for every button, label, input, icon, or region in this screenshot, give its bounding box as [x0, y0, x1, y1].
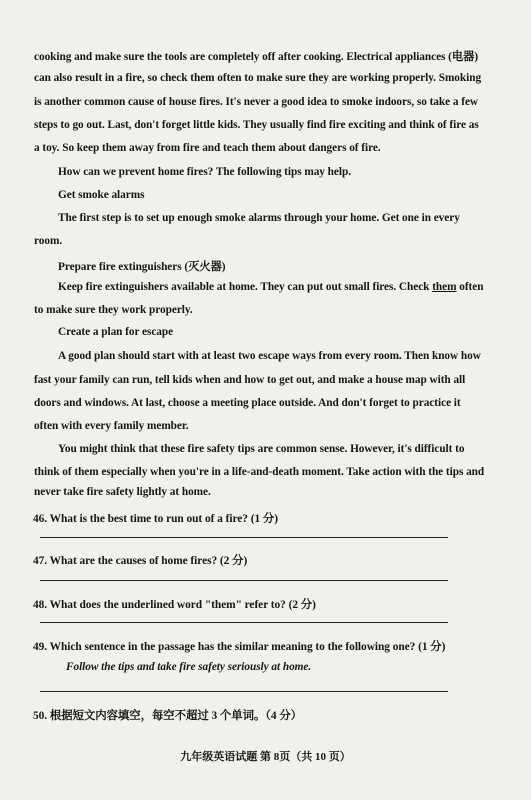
underlined-word: them	[432, 281, 457, 293]
passage-line: cooking and make sure the tools are completely off after cooking. Electrical appliances (电器)	[34, 51, 479, 63]
question-47: 47. What are the causes of home fires? (2 分)	[33, 555, 248, 567]
answer-line-48[interactable]	[40, 622, 448, 623]
passage-line: think of them especially when you're in a life-and-death moment. Take action with the tips and	[34, 466, 485, 478]
passage-line: A good plan should start with at least two escape ways from every room. Then know how	[58, 350, 481, 362]
section-heading: Create a plan for escape	[58, 326, 174, 338]
question-49-quote: Follow the tips and take fire safety seriously at home.	[66, 661, 312, 673]
question-48: 48. What does the underlined word "them" refer to? (2 分)	[33, 599, 316, 611]
passage-line: steps to go out. Last, don't forget little kids. They usually find fire exciting and think of fire as	[34, 119, 479, 131]
text-segment: Keep fire extinguishers available at home. They can put out small fires. Check	[58, 281, 433, 293]
section-heading: Get smoke alarms	[58, 189, 145, 201]
passage-line	[58, 281, 528, 293]
question-46: 46. What is the best time to run out of a fire? (1 分)	[33, 513, 278, 525]
answer-line-47[interactable]	[40, 580, 448, 581]
answer-line-49[interactable]	[40, 691, 448, 692]
section-heading: Prepare fire extinguishers (灭火器)	[58, 261, 226, 273]
passage-line: never take fire safety lightly at home.	[34, 486, 211, 498]
passage-line: fast your family can run, tell kids when and how to get out, and make a house map with all	[34, 374, 466, 386]
answer-line-46[interactable]	[40, 537, 448, 538]
passage-line: doors and windows. At last, choose a meeting place outside. And don't forget to practice it	[34, 397, 461, 409]
passage-line: room.	[34, 235, 63, 247]
passage-line: can also result in a fire, so check them often to make sure they are working properly. Smoking	[34, 72, 482, 84]
text-segment: often	[456, 281, 484, 293]
question-49: 49. Which sentence in the passage has the similar meaning to the following one? (1 分)	[33, 641, 446, 653]
passage-line: You might think that these fire safety tips are common sense. However, it's difficult to	[58, 443, 465, 455]
question-50: 50. 根据短文内容填空，每空不超过 3 个单词。（4 分）	[33, 710, 303, 722]
passage-line: The first step is to set up enough smoke alarms through your home. Get one in every	[58, 212, 460, 224]
passage-line: to make sure they work properly.	[34, 304, 193, 316]
passage-line: How can we prevent home fires? The following tips may help.	[58, 166, 351, 178]
page-footer: 九年级英语试题 第 8页（共 10 页）	[180, 751, 351, 763]
passage-line: a toy. So keep them away from fire and teach them about dangers of fire.	[34, 142, 381, 154]
passage-line: is another common cause of house fires. It's never a good idea to smoke indoors, so take a few	[34, 96, 479, 108]
passage-line: often with every family member.	[34, 420, 189, 432]
